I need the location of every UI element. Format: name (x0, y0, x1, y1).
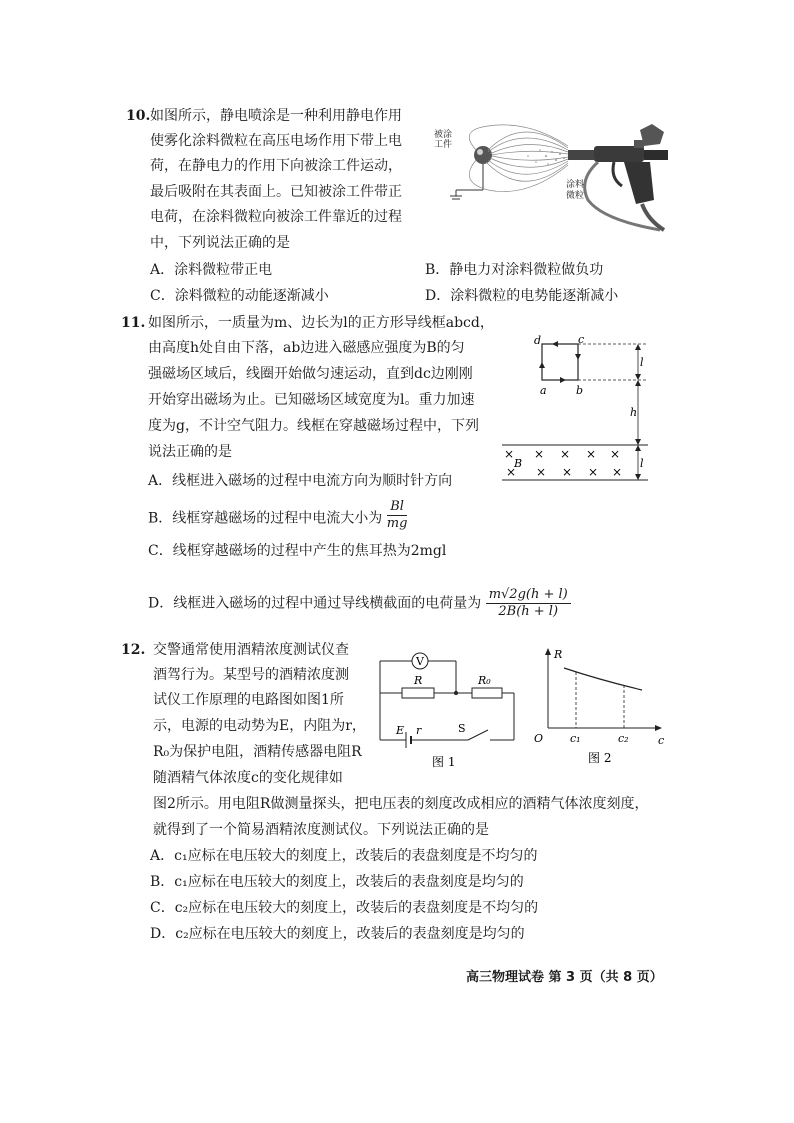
q11-cross: × (562, 465, 573, 479)
q11-stem-line-4: 开始穿出磁场为止。已知磁场区域宽度为l。重力加速 (148, 392, 475, 408)
q10-stem-line-1: 如图所示，静电喷涂是一种利用静电作用 (150, 108, 402, 124)
q12-graph-figure (530, 644, 670, 772)
q11-option-b-denominator: mg (386, 516, 408, 531)
q12-fig1-r0: R₀ (478, 674, 491, 687)
q12-resistor-r (402, 688, 434, 698)
q10-label-particles: 涂料 微粒 (566, 180, 585, 201)
q11-option-d-denominator: 2B(h + l) (498, 604, 559, 619)
q10-spray-gun (568, 124, 668, 230)
q10-label-workpiece: 被涂 工件 (434, 130, 453, 150)
q10-stem-line-5: 电荷，在涂料微粒向被涂工件靠近的过程 (150, 209, 402, 225)
q12-fig1-caption: 图 1 (432, 755, 456, 769)
q12-fig2-c2: c₂ (618, 732, 629, 745)
q12-fig1-r: R (414, 674, 423, 687)
q11-label-h: h (630, 406, 638, 419)
q11-stem-line-1: 如图所示，一质量为m、边长为l的正方形导线框abcd， (148, 315, 494, 331)
q10-option-c: C．涂料微粒的动能逐渐减小 (150, 288, 329, 304)
q11-square-loop (542, 344, 578, 380)
q12-stem-line-8: 就得到了一个简易酒精浓度测试仪。下列说法正确的是 (153, 822, 489, 838)
q11-cross: × (506, 465, 517, 479)
q11-option-d-text: D．线框进入磁场的过程中通过导线横截面的电荷量为 (148, 595, 482, 612)
q11-cross: × (504, 447, 515, 461)
q11-label-b: b (576, 384, 584, 397)
q12-fig1-v: V (416, 655, 424, 668)
q10-stem-line-6: 中，下列说法正确的是 (150, 235, 290, 251)
q12-fig1-r-internal: r (416, 724, 422, 737)
q12-fig2-r: R (554, 648, 563, 661)
q12-stem-line-6: 随酒精气体浓度c的变化规律如 (153, 770, 343, 786)
q11-cross: × (610, 447, 621, 461)
q11-cross: × (586, 447, 597, 461)
q11-cross: × (612, 465, 623, 479)
q11-label-d: d (534, 334, 542, 347)
q11-cross: × (534, 447, 545, 461)
q10-number: 10. (126, 108, 151, 124)
q12-stem-line-7: 图2所示。用电阻R做测量探头，把电压表的刻度改成相应的酒精气体浓度刻度， (153, 796, 649, 812)
q11-number: 11. (121, 315, 146, 331)
q11-label-b-field: B (514, 457, 523, 470)
q11-option-b-fraction (387, 499, 408, 532)
q11-cross: × (536, 465, 547, 479)
q11-option-b (148, 499, 408, 532)
q12-fig2-c1: c₁ (570, 732, 581, 745)
q11-label-l-bottom: l (640, 457, 644, 470)
q10-option-b: B．静电力对涂料微粒做负功 (425, 262, 604, 278)
q12-number: 12. (121, 642, 146, 658)
q10-stem-line-2: 使雾化涂料微粒在高压电场作用下带上电 (150, 133, 402, 149)
q12-fig1-e: E (396, 724, 405, 737)
q11-option-d-fraction (486, 587, 571, 620)
q12-stem-line-1: 交警通常使用酒精浓度测试仪查 (153, 642, 349, 658)
q11-stem-line-2: 由高度h处自由下落，ab边进入磁感应强度为B的匀 (148, 340, 465, 356)
q10-stem-line-4: 最后吸附在其表面上。已知被涂工件带正 (150, 184, 402, 200)
q11-option-a: A．线框进入磁场的过程中电流方向为顺时针方向 (148, 473, 453, 489)
q12-option-a: A．c₁应标在电压较大的刻度上，改装后的表盘刻度是不均匀的 (150, 848, 538, 864)
q10-stem-line-3: 荷，在静电力的作用下向被涂工件运动， (150, 158, 402, 174)
q11-stem-line-3: 强磁场区域后，线圈开始做匀速运动，直到dc边刚刚 (148, 366, 473, 382)
q12-circuit-figure (372, 648, 522, 772)
q11-option-b-numerator: Bl (387, 499, 408, 516)
q10-option-a: A．涂料微粒带正电 (150, 262, 273, 278)
q11-cross: × (560, 447, 571, 461)
q11-label-l-top: l (640, 356, 644, 369)
q11-loop-field-figure (496, 330, 660, 490)
q11-stem-line-6: 说法正确的是 (148, 444, 232, 460)
q10-option-d: D．涂料微粒的电势能逐渐减小 (425, 288, 619, 304)
q11-label-c: c (578, 333, 585, 346)
q11-option-b-text: B．线框穿越磁场的过程中电流大小为 (148, 510, 383, 527)
q12-switch (468, 730, 488, 740)
q11-option-d-numerator: m√2g(h + l) (486, 587, 571, 604)
q12-option-b: B．c₁应标在电压较大的刻度上，改装后的表盘刻度是均匀的 (150, 874, 524, 890)
page-footer: 高三物理试卷 第 3 页（共 8 页） (466, 970, 663, 985)
q12-fig2-c: c (658, 734, 665, 747)
q12-stem-line-2: 酒驾行为。某型号的酒精浓度测 (153, 667, 349, 683)
q11-label-a: a (540, 384, 547, 397)
q11-option-d (148, 587, 571, 620)
q12-fig2-o: O (534, 732, 544, 745)
q12-stem-line-4: 示，电源的电动势为E，内阻为r， (153, 718, 366, 734)
q12-stem-line-3: 试仪工作原理的电路图如图1所 (153, 692, 344, 708)
q12-resistor-r0 (472, 688, 502, 698)
q12-option-c: C．c₂应标在电压较大的刻度上，改装后的表盘刻度是不均匀的 (150, 900, 539, 916)
q12-option-d: D．c₂应标在电压较大的刻度上，改装后的表盘刻度是均匀的 (150, 926, 525, 942)
q11-stem-line-5: 度为g，不计空气阻力。线框在穿越磁场过程中，下列 (148, 418, 479, 434)
q11-cross: × (588, 465, 599, 479)
q11-option-c: C．线框穿越磁场的过程中产生的焦耳热为2mgl (148, 543, 447, 559)
q12-fig2-caption: 图 2 (588, 751, 612, 765)
q12-fig1-s: S (458, 722, 466, 735)
q10-spray-gun-figure (428, 120, 676, 232)
q12-stem-line-5: R₀为保护电阻，酒精传感器电阻R (153, 744, 362, 760)
